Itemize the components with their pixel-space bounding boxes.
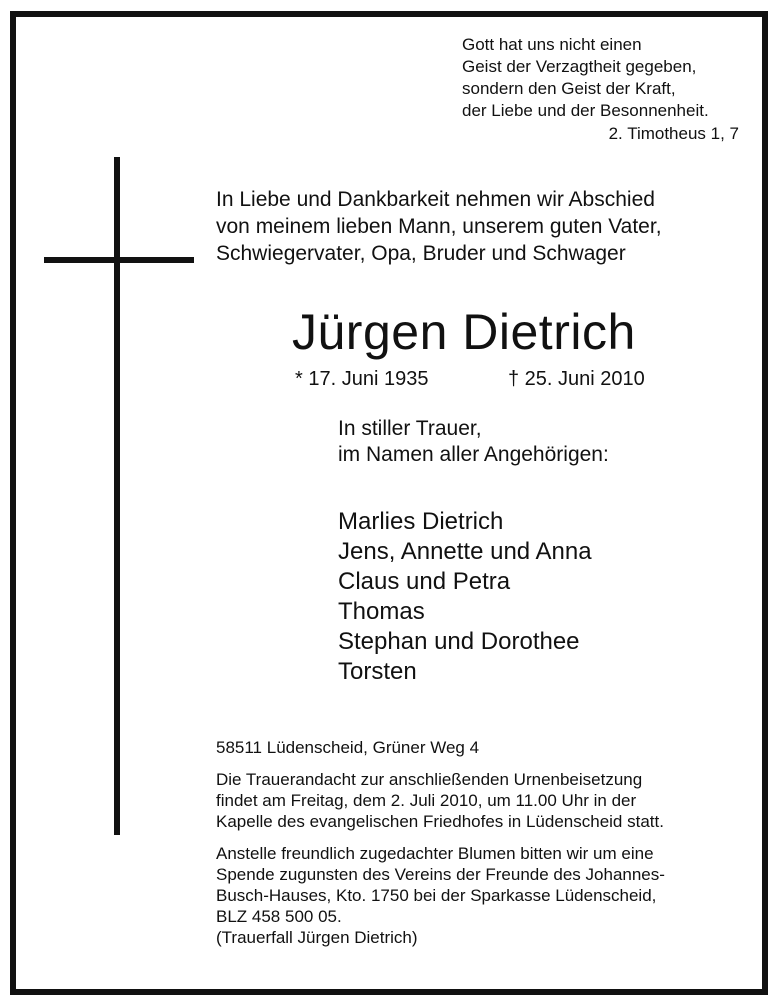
family-member: Marlies Dietrich xyxy=(338,508,504,535)
donation-line: Spende zugunsten des Vereins der Freunde des Johannes- xyxy=(216,865,665,884)
family-member: Jens, Annette und Anna xyxy=(338,538,592,565)
service-info xyxy=(216,769,664,832)
donation-line: Busch-Hauses, Kto. 1750 bei der Sparkasse Lüdenscheid, xyxy=(216,886,657,905)
mourning-line: In stiller Trauer, xyxy=(338,417,482,440)
bible-verse xyxy=(462,34,709,122)
family-member: Torsten xyxy=(338,658,417,685)
intro-line: In Liebe und Dankbarkeit nehmen wir Abschied xyxy=(216,188,655,211)
deceased-name: Jürgen Dietrich xyxy=(292,304,636,360)
verse-line: Gott hat uns nicht einen xyxy=(462,35,642,54)
verse-line: Geist der Verzagtheit gegeben, xyxy=(462,57,697,76)
intro-line: von meinem lieben Mann, unserem guten Vater, xyxy=(216,215,662,238)
family-list xyxy=(338,507,592,687)
farewell-intro xyxy=(216,186,662,267)
verse-line: der Liebe und der Besonnenheit. xyxy=(462,101,709,120)
donation-line: (Trauerfall Jürgen Dietrich) xyxy=(216,928,418,947)
mourning-text xyxy=(338,416,609,468)
family-member: Claus und Petra xyxy=(338,568,511,595)
verse-reference: 2. Timotheus 1, 7 xyxy=(608,124,739,143)
family-address: 58511 Lüdenscheid, Grüner Weg 4 xyxy=(216,738,480,757)
verse-line: sondern den Geist der Kraft, xyxy=(462,79,676,98)
service-line: Kapelle des evangelischen Friedhofes in Lüdenscheid statt. xyxy=(216,812,664,831)
donation-line: Anstelle freundlich zugedachter Blumen bitten wir um eine xyxy=(216,844,654,863)
donation-info xyxy=(216,843,665,948)
cross-horizontal-bar xyxy=(44,257,194,263)
service-line: findet am Freitag, dem 2. Juli 2010, um 11.00 Uhr in der xyxy=(216,791,637,810)
service-line: Die Trauerandacht zur anschließenden Urnenbeisetzung xyxy=(216,770,643,789)
life-dates xyxy=(295,368,645,391)
mourning-line: im Namen aller Angehörigen: xyxy=(338,443,609,466)
birth-date: * 17. Juni 1935 xyxy=(295,368,429,390)
donation-line: BLZ 458 500 05. xyxy=(216,907,342,926)
family-member: Thomas xyxy=(338,598,425,625)
intro-line: Schwiegervater, Opa, Bruder und Schwager xyxy=(216,242,626,265)
death-date: † 25. Juni 2010 xyxy=(508,368,645,390)
family-member: Stephan und Dorothee xyxy=(338,628,580,655)
